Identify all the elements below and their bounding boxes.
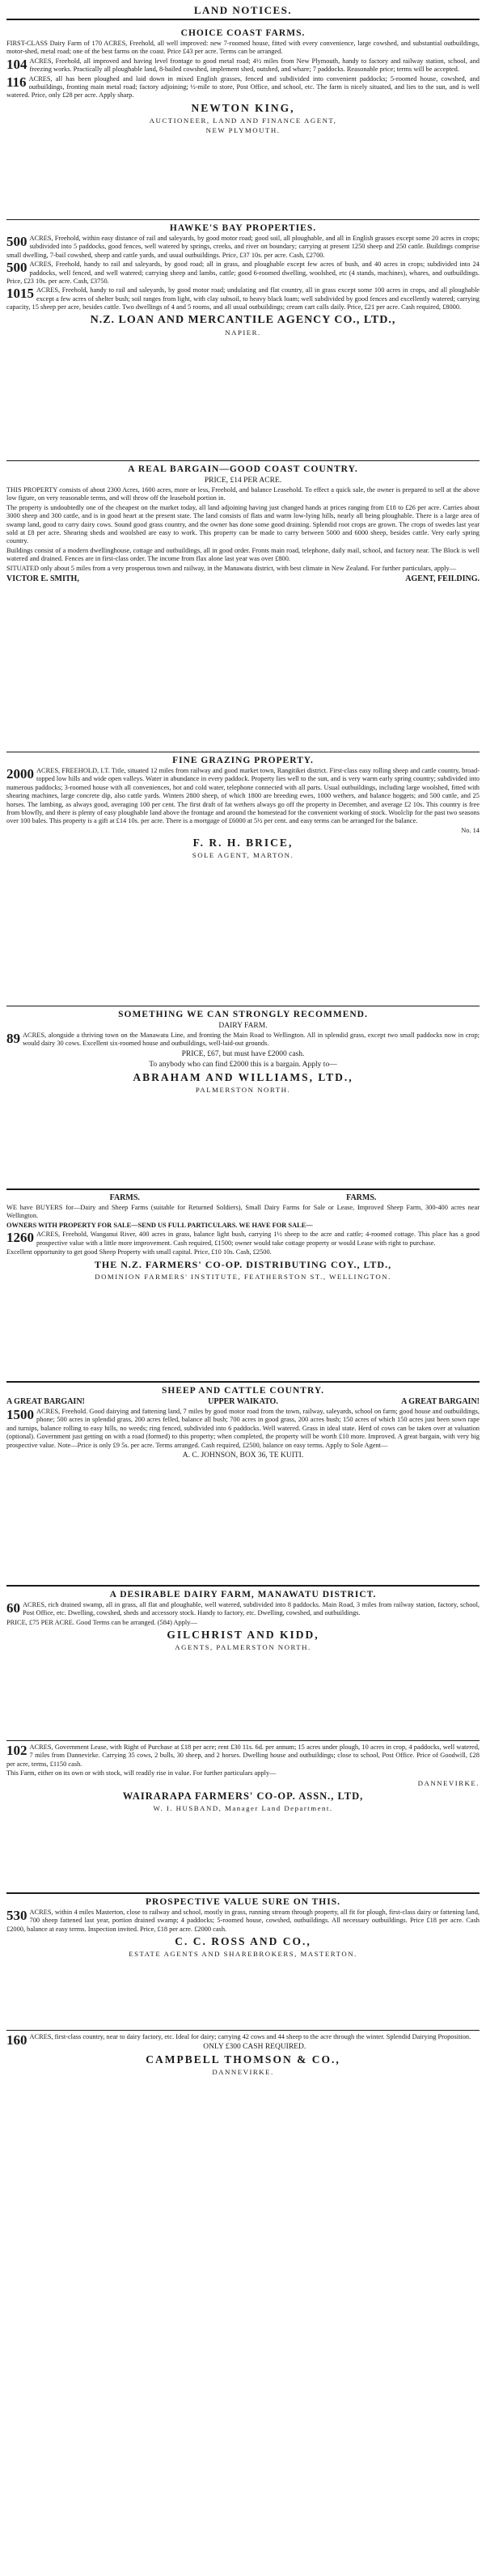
ad-paragraph [6, 57, 480, 74]
agent-manager: W. I. HUSBAND, Manager Land Department. [153, 1803, 333, 1812]
ad-text: ACRES, first-class country, near to dairy factory, etc. Ideal for dairy; carrying 42 cows and 44 sheep to the acre through the winter. Splendid Dairying Proposition. [29, 2033, 471, 2040]
ad-heading: HAWKE'S BAY PROPERTIES. [169, 223, 317, 233]
acreage-number: 500 [6, 234, 27, 249]
ad-subheading: PRICE, £14 PER ACRE. [204, 477, 282, 485]
ad-text: ACRES, within 4 miles Masterton, close to railway and school, mostly in grass, running stream through property, all fit for plough, first-class dairy or fattening land, 700 sheep fattened last year, portion drained swamp; 4 paddocks; 5-roomed house, cowshed, outbuildings. All necessary outbuildings. Price £18 per acre. Cash £2000, balance at easy terms. Inspection invited. Price, £18 per acre. £2000 cash. [6, 1909, 480, 1933]
ad-paragraph: WE have BUYERS for—Dairy and Sheep Farms (suitable for Returned Soldiers), Small Dairy Farms for Sale or Lease, Improved Sheep Farm, 300-400 acres near Wellington. [6, 1204, 480, 1220]
divider [6, 1740, 480, 1741]
ad-paragraph [6, 767, 480, 826]
acreage-number: 530 [6, 1908, 27, 1923]
ad-paragraph [6, 75, 480, 100]
ad-heading: SOMETHING WE CAN STRONGLY RECOMMEND. [118, 1010, 368, 1019]
ad-paragraph [6, 1408, 480, 1450]
acreage-number: 104 [6, 56, 27, 72]
acreage-number: 160 [6, 2032, 27, 2048]
section-rule [6, 19, 480, 20]
ad-coast-country [6, 458, 480, 584]
ad-heading: FARMS. [109, 1193, 140, 1202]
ad-text: ACRES, alongside a thriving town on the Manawatu Line, and fronting the Main Road to Wellington. All in splendid grass, except two small paddocks now in crop; would dairy 30 cows. Excellent six-roomed house and outbuildings, well-laid-out grounds. [23, 1032, 480, 1048]
ad-number: No. 14 [461, 826, 480, 834]
ad-text: ACRES, rich drained swamp, all in grass, all flat and ploughable, well watered, subdivided into 8 paddocks. Main Road, 3 miles from railway station, factory, school, Post Office, etc. Dwelling, cowshed, sheds and accessory stock. Handy to factory, etc. Dwelling, cowshed, and outbuildings. [23, 1601, 480, 1617]
agent-name: C. C. ROSS AND CO., [175, 1935, 311, 1948]
ad-text: ACRES, Freehold, Wanganui River, 400 acres in grass, balance light bush, carrying 1½ sheep to the acre and cattle; 4-roomed cottage. This place has a good prospective value with a little more improvement. Cash required, £1500; owner would take cottage property or would Lease with right to purchase. [36, 1231, 480, 1247]
agent-name: ABRAHAM AND WILLIAMS, LTD., [133, 1070, 353, 1083]
ad-paragraph: Excellent opportunity to get good Sheep Property with small capital. Price, £10 10s. Cash, £2500. [6, 1248, 272, 1256]
acreage-number: 116 [6, 74, 27, 90]
bargain-left: A GREAT BARGAIN! [6, 1397, 85, 1406]
agent-title: ESTATE AGENTS AND SHAREBROKERS, MASTERTON. [129, 1950, 357, 1959]
ad-text: ACRES, Freehold, within easy distance of rail and saleyards, by good motor road; good soil, all ploughable, and all in English grasses except some 20 acres in crops; subdivided into 5 paddocks, good fences, well watered by springs, creeks, and river on boundary; carrying at present 1250 sheep and 250 cattle. Buildings comprise small dwelling, 7-bail cowshed, sheep and cattle yards, and usual outbuildings. Price, £37 10s. per acre. Cash, £2700. [6, 235, 480, 259]
agent-title: AGENT, FEILDING. [405, 574, 480, 584]
acreage-number: 1015 [6, 286, 34, 302]
divider [6, 219, 480, 220]
agent-name: N.Z. LOAN AND MERCANTILE AGENCY CO., LTD., [90, 313, 396, 326]
agent-title: A. C. JOHNSON, BOX 36, TE KUITI. [182, 1451, 304, 1460]
ad-sheep-cattle [6, 1379, 480, 1461]
divider [6, 2030, 480, 2031]
section-title: LAND NOTICES. [193, 5, 293, 16]
ad-paragraph [6, 1909, 480, 1934]
ad-paragraph [6, 235, 480, 260]
agent-title: AUCTIONEER, LAND AND FINANCE AGENT, [149, 116, 337, 125]
bargain-center: UPPER WAIKATO. [208, 1397, 278, 1406]
ad-heading: SHEEP AND CATTLE COUNTRY. [162, 1386, 324, 1396]
ad-text: ACRES, all has been ploughed and laid down in mixed English grasses, fenced and subdivided into convenient paddocks; 5-roomed house, cowshed, and outbuildings, fronting main metal road; factory adjoining; ½-mile to store, Post Office, and school, etc. The farm is nicely situated, and lies to the sun, and is well watered. Price, only £28 per acre. Apply sharp. [6, 74, 480, 100]
agent-title: SOLE AGENT, MARTON. [192, 851, 294, 860]
ad-note: To anybody who can find £2000 this is a bargain. Apply to— [149, 1060, 337, 1069]
agent-name: CAMPBELL THOMSON & CO., [146, 2053, 340, 2066]
agent-name: VICTOR E. SMITH, [6, 574, 79, 584]
ad-paragraph: OWNERS WITH PROPERTY FOR SALE—SEND US FULL PARTICULARS. WE HAVE FOR SALE— [6, 1221, 313, 1229]
ad-fine-grazing [6, 749, 480, 861]
ad-heading: FINE GRAZING PROPERTY. [172, 756, 314, 765]
divider [6, 460, 480, 461]
ad-dairy-farm-recommend [6, 1003, 480, 1095]
ad-heading: PROSPECTIVE VALUE SURE ON THIS. [146, 1897, 340, 1907]
ad-paragraph: PRICE, £75 PER ACRE. Good Terms can be arranged. (584) Apply— [6, 1618, 197, 1626]
ad-choice-coast-farms [6, 28, 480, 136]
newspaper-page [6, 5, 480, 2566]
acreage-number: 1260 [6, 1230, 34, 1246]
ad-paragraph [6, 1032, 480, 1049]
agent-title: AGENTS, PALMERSTON NORTH. [175, 1643, 311, 1652]
ad-farms-buyers [6, 1186, 480, 1282]
ad-text: ACRES, Government Lease, with Right of Purchase at £18 per acre; rent £30 11s. 6d. per annum; 15 acres under plough, 10 acres in crop, 4 paddocks, well watered, 7 miles from Dannevirke. Carrying 35 cows, 2 bulls, 30 sheep, and 2 horses. Dwelling house and outbuildings; close to school, Post Office. Price of Goodwill, £28 per acre, terms, £1150 cash. [6, 1743, 480, 1768]
ad-paragraph: THIS PROPERTY consists of about 2300 Acres, 1600 acres, more or less, Freehold, and balance Leasehold. To effect a quick sale, the owner is prepared to sell at the above low figure, on very reasonable terms, and will throw off the leasehold portion in. [6, 486, 480, 502]
acreage-number: 60 [6, 1600, 20, 1616]
ad-heading: CHOICE COAST FARMS. [180, 28, 306, 38]
agent-name: THE N.Z. FARMERS' CO-OP. DISTRIBUTING COY., LTD., [94, 1259, 392, 1271]
ad-text: ACRES, Freehold. Good dairying and fattening land, 7 miles by good motor road from the town, railway, saleyards, school on farm; good house and outbuildings, phone; 500 acres in splendid grass, 200 acres felled, balance all bush; 700 acres in good grass, 200 acres bush; 150 acres of which 150 acres just been sown rape and turnips, balance rolling to easy hills, no weeds; ring fenced, subdivided into 6 paddocks. Well watered. Grass in ideal state. Herd of cows can be taken over at valuation (optional). Government just getting on with a road (formed) to this property; when completed, the property will be worth £10 more. Improved. A great bargain, with very big prospective value. Note—Price is only £9 5s. per acre. Terms arranged. Cash required, £2500, balance on easy terms. Apply to Sole Agent— [6, 1408, 480, 1449]
divider [6, 1892, 480, 1894]
agent-name: GILCHRIST AND KIDD, [167, 1629, 319, 1642]
ad-price: PRICE, £67, but must have £2000 cash. [181, 1049, 305, 1058]
ad-paragraph [6, 1743, 480, 1769]
ad-paragraph: This Farm, either on its own or with stock, will readily rise in value. For further particulars apply— [6, 1769, 277, 1777]
ad-text: ACRES, Freehold, all improved and having level frontage to good metal road; 4½ miles from New Plymouth, handy to factory and railway station, school, and freezing works. Practically all ploughable land, 8-bailed cowshed, implement shed, outshed, and whare; 7 paddocks. Reasonable price; terms will be accepted. [29, 57, 480, 74]
ad-paragraph: Buildings consist of a modern dwellinghouse, cottage and outbuildings, all in good order. Fronts main road, telephone, daily mail, school, and factory near. The Block is well watered and drained. Fences are in first-class order. The income from flax alone last year was over £800. [6, 546, 480, 563]
divider [6, 1188, 480, 1190]
ad-heading: A REAL BARGAIN—GOOD COAST COUNTRY. [128, 464, 358, 474]
ad-subheading: DAIRY FARM. [218, 1022, 268, 1030]
divider [6, 1585, 480, 1587]
ad-government-lease [6, 1738, 480, 1814]
ad-bargain-row [6, 1396, 480, 1407]
ad-paragraph [6, 40, 480, 57]
ad-paragraph: The property is undoubtedly one of the cheapest on the market today, all land adjoining having just changed hands at prices ranging from £18 to £26 per acre. Carries about 3000 sheep and 300 cattle, and is in good heart at the present state. The land consists of flats and warm low-lying hills, nearly all being ploughable. There is a large area of swamp land, good to carry dairy cows. Sound good grass country, and the owner has done some good draining. Splendid root crops are grown. The crops of swedes last year sold at £8 per acre. Shearing sheds and woolshed are easy to work. This property can be made to carry between 5000 and 6000 sheep, besides cattle. Very early spring country. [6, 503, 480, 545]
acreage-number: 500 [6, 260, 27, 276]
ad-hawkes-bay [6, 217, 480, 338]
ad-heading-row [6, 1193, 480, 1203]
ad-text: ACRES, Freehold, handy to rail and saleyards, by good motor road; undulating and flat country, all in grass except some 100 acres in crops, and all ploughable except a few acres of shelter bush; soil ranges from light, with clay subsoil, to heavy black loam; well subdivided by good fences and excellently watered; carrying capacity, 15 sheep per acre, besides cattle. Two dwellings of 4 and 5 rooms, and all usual outbuildings; cream cart calls daily. Price, £21 per acre. Cash required, £8000. [6, 286, 480, 311]
ad-cash-note: ONLY £300 CASH REQUIRED. [203, 2043, 306, 2052]
agent-place: NEW PLYMOUTH. [205, 125, 281, 134]
ad-heading-right: FARMS. [346, 1193, 377, 1202]
agent-title: DANNEVIRKE. [212, 2068, 274, 2077]
agent-title: DOMINION FARMERS' INSTITUTE, FEATHERSTON ST., WELLINGTON. [95, 1273, 391, 1282]
acreage-number: 2000 [6, 766, 34, 782]
ad-text: FIRST-CLASS Dairy Farm of 170 ACRES, Freehold, all well improved: new 7-roomed house, fitted with every convenience, large cowshed, and substantial outbuildings, motor-shed, metal road; one of the best farms on the coast. Price £43 per acre. Terms can be arranged. [6, 40, 480, 56]
ad-heading: A DESIRABLE DAIRY FARM, MANAWATU DISTRICT. [109, 1590, 377, 1599]
acreage-number: 1500 [6, 1407, 34, 1422]
agent-place: NAPIER. [225, 328, 261, 337]
bargain-right: A GREAT BARGAIN! [401, 1397, 480, 1406]
agent-title: PALMERSTON NORTH. [195, 1085, 291, 1094]
acreage-number: 89 [6, 1031, 20, 1046]
ad-text: ACRES, FREEHOLD, I.T. Title, situated 12 miles from railway and good market town, Rangitikei district. First-class easy rolling sheep and cattle country, broad-topped low hills and wide open valleys. Water in abundance in every paddock. Property lies well to the sun, and is very warm early spring country; subdivided into numerous paddocks; 3-roomed house with all conveniences, hot and cold water, telephone connected with all parts. Usual outbuildings, including large woolshed, fitted with shearing machines, large concrete dip, also cattle yards. Winters 2800 sheep, of which 1800 are breeding ewes, 1000 wethers, and balance hoggets; and 500 cattle, and 25 horses. The lambing, as always good, averaging 100 per cent. The first draft of fat wethers always go off the property in December, and average £2 10s. This country is free from blowfly, and there is plenty of easy ploughable land above the frontage and around the homestead for the convenient working of stock. Woolclip for the past two seasons over 100 bales. This property is a gift at £14 10s. per acre. There is a mortgage of £6000 at 5½ per cent. and easy terms can be arranged for the balance. [6, 767, 480, 825]
ad-paragraph: SITUATED only about 5 miles from a very prosperous town and railway, in the Manawatu district, with best climate in New Zealand. For further particulars, apply— [6, 564, 457, 572]
divider [6, 1381, 480, 1383]
ad-paragraph [6, 286, 480, 311]
agent-title: DANNEVIRKE. [417, 1778, 480, 1787]
acreage-number: 102 [6, 1743, 27, 1758]
agent-name: F. R. H. BRICE, [192, 837, 294, 849]
ad-paragraph [6, 261, 480, 286]
agent-name: WAIRARAPA FARMERS' CO-OP. ASSN., LTD, [122, 1790, 364, 1802]
ad-dairying-proposition [6, 2027, 480, 2078]
ad-paragraph [6, 1231, 480, 1248]
agent-name: NEWTON KING, [191, 101, 295, 114]
ad-paragraph [6, 1601, 480, 1618]
ad-text: ACRES, Freehold, handy to rail and saleyards, by good road; all in grass, and ploughable except few acres of bush, and 40 acres in crops; subdivided into 24 paddocks, well fenced, and well watered; carrying sheep and lambs, cattle; good 6-roomed dwelling, woolshed, etc (4 stands, machines), whares, and outbuildings. Price, £23 10s. per acre. Cash, £3750. [6, 261, 480, 286]
ad-prospective-value [6, 1890, 480, 1960]
ad-manawatu-dairy [6, 1582, 480, 1653]
agent-line [6, 574, 480, 584]
